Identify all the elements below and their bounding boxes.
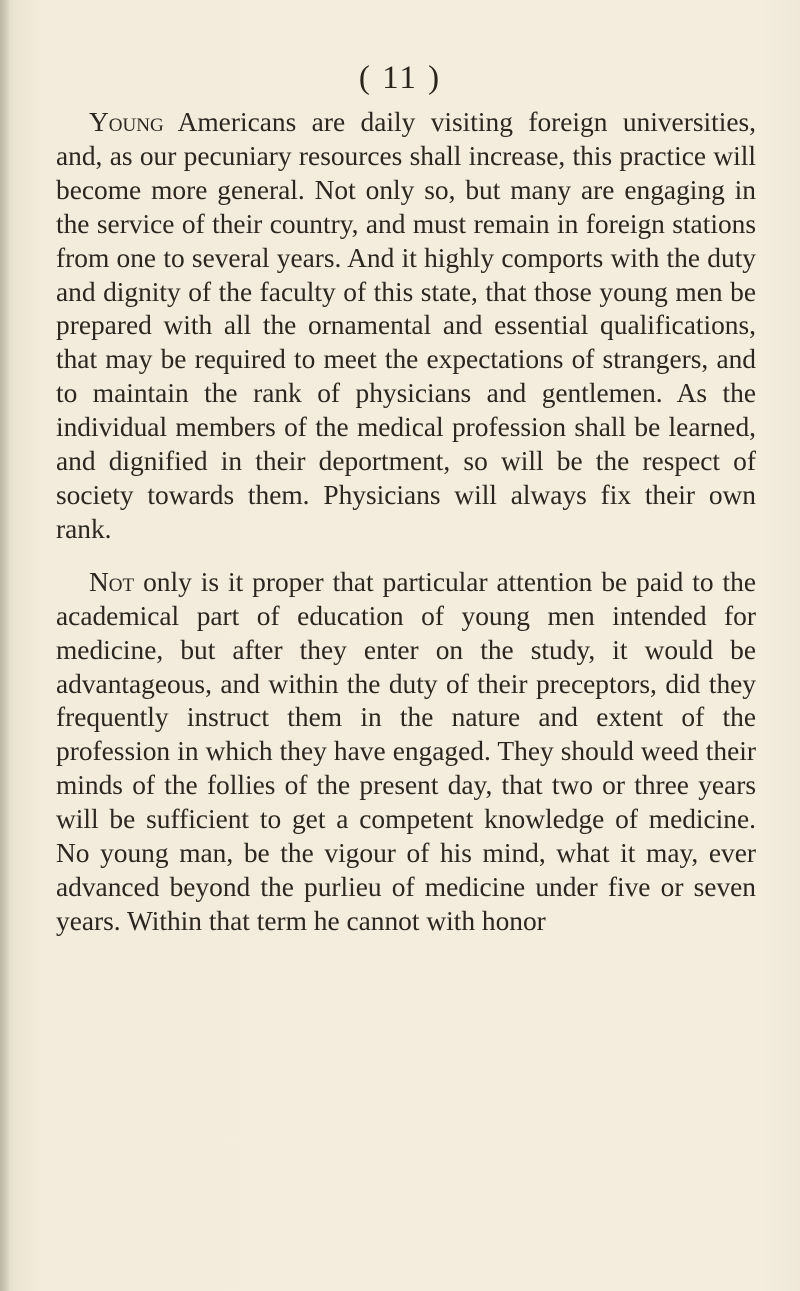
page-number: ( 11 ): [358, 60, 442, 96]
paragraph-1-lead-word: Young: [89, 107, 164, 137]
paragraph-2-lead-word: Not: [89, 566, 135, 597]
body-text: [56, 106, 756, 939]
paragraph-2: [56, 566, 756, 939]
paragraph-1-text: Americans are daily visiting foreign universities, and, as our pecuniary resources shall increase, this practice will become more general. Not only so, but many are engaging in the service of their country, and must remain in foreign stations from one to several years. And it highly comports with the duty and dignity of the faculty of this state, that those young men be prepared with all the ornamental and essential qualifications, that may be required to meet the expectations of strangers, and to maintain the rank of physicians and gentlemen. As the individual members of the medical profession shall be learned, and dignified in their deportment, so will be the respect of society towards them. Physicians will always fix their own rank.: [56, 107, 756, 544]
paragraph-2-text: only is it proper that particular attention be paid to the academical part of education of young men intended for medicine, but after they enter on the study, it would be advantageous, and within the duty of their preceptors, did they frequently instruct them in the nature and extent of the profession in which they have engaged. They should weed their minds of the follies of the present day, that two or three years will be sufficient to get a competent knowledge of medicine. No young man, be the vigour of his mind, what it may, ever advanced beyond the purlieu of medicine under five or seven years. Within that term he cannot with honor: [56, 566, 756, 936]
paragraph-1: [56, 106, 756, 547]
page-spine-shadow: [0, 0, 10, 1291]
